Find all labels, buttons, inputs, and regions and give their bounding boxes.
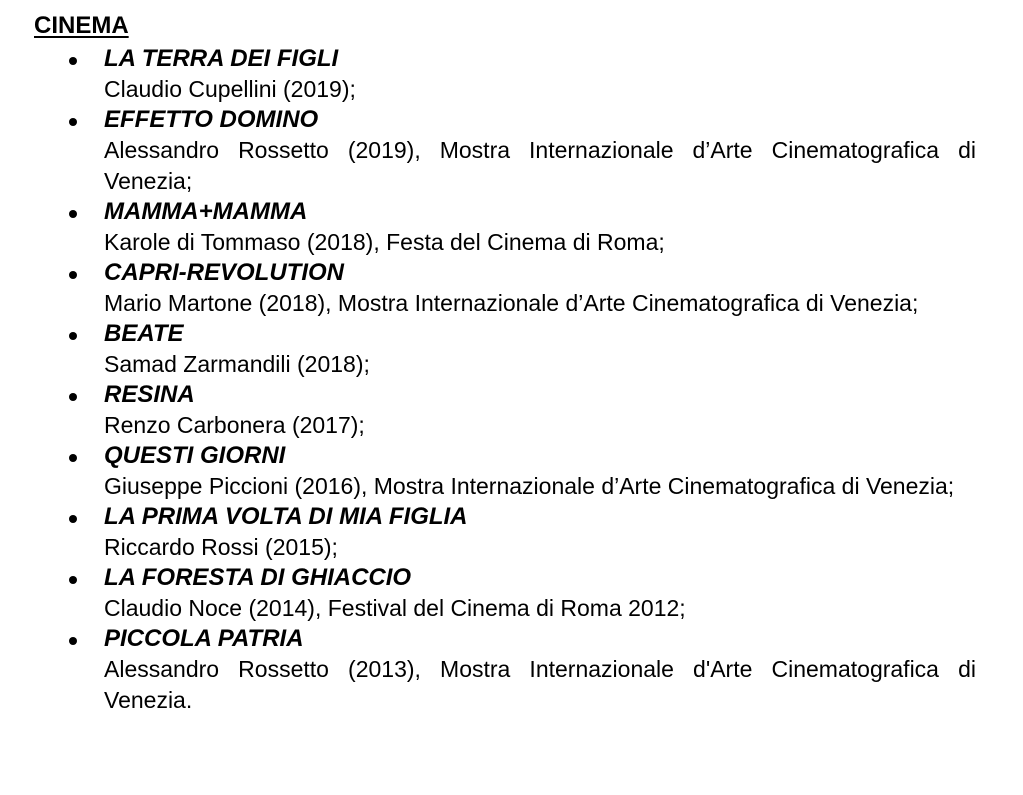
film-title: LA PRIMA VOLTA DI MIA FIGLIA <box>104 503 468 530</box>
film-detail: Riccardo Rossi (2015); <box>104 534 338 560</box>
film-detail: Giuseppe Piccioni (2016), Mostra Internazionale d’Arte Cinematografica di Venezia; <box>104 473 955 499</box>
film-detail: Alessandro Rossetto (2013), Mostra Internazionale d'Arte Cinematografica di Venezia. <box>104 656 976 713</box>
section-heading: CINEMA <box>34 12 129 39</box>
bullet-icon <box>69 393 77 401</box>
film-item <box>0 105 976 197</box>
bullet-icon <box>69 57 77 65</box>
film-item <box>0 197 976 258</box>
film-item <box>0 380 976 441</box>
bullet-icon <box>69 454 77 462</box>
film-list <box>0 44 1023 716</box>
film-title: MAMMA+MAMMA <box>104 198 308 225</box>
film-title: EFFETTO DOMINO <box>104 106 319 133</box>
bullet-icon <box>69 118 77 126</box>
bullet-icon <box>69 515 77 523</box>
film-item <box>0 44 976 105</box>
film-title: LA FORESTA DI GHIACCIO <box>104 564 412 591</box>
film-title: PICCOLA PATRIA <box>104 625 304 652</box>
film-title: BEATE <box>104 320 184 347</box>
bullet-icon <box>69 576 77 584</box>
film-item <box>0 441 976 502</box>
film-detail: Samad Zarmandili (2018); <box>104 351 370 377</box>
film-item <box>0 258 976 319</box>
bullet-icon <box>69 637 77 645</box>
film-detail: Mario Martone (2018), Mostra Internazionale d’Arte Cinematografica di Venezia; <box>104 290 919 316</box>
film-title: RESINA <box>104 381 195 408</box>
film-detail: Claudio Noce (2014), Festival del Cinema di Roma 2012; <box>104 595 686 621</box>
film-title: LA TERRA DEI FIGLI <box>104 45 339 72</box>
film-title: CAPRI-REVOLUTION <box>104 259 344 286</box>
film-detail: Renzo Carbonera (2017); <box>104 412 365 438</box>
film-detail: Karole di Tommaso (2018), Festa del Cinema di Roma; <box>104 229 665 255</box>
film-detail: Claudio Cupellini (2019); <box>104 76 356 102</box>
film-item <box>0 563 976 624</box>
bullet-icon <box>69 332 77 340</box>
bullet-icon <box>69 210 77 218</box>
film-title: QUESTI GIORNI <box>104 442 286 469</box>
bullet-icon <box>69 271 77 279</box>
film-item <box>0 319 976 380</box>
film-item <box>0 624 976 716</box>
film-item <box>0 502 976 563</box>
film-detail: Alessandro Rossetto (2019), Mostra Internazionale d’Arte Cinematografica di Venezia; <box>104 137 976 194</box>
